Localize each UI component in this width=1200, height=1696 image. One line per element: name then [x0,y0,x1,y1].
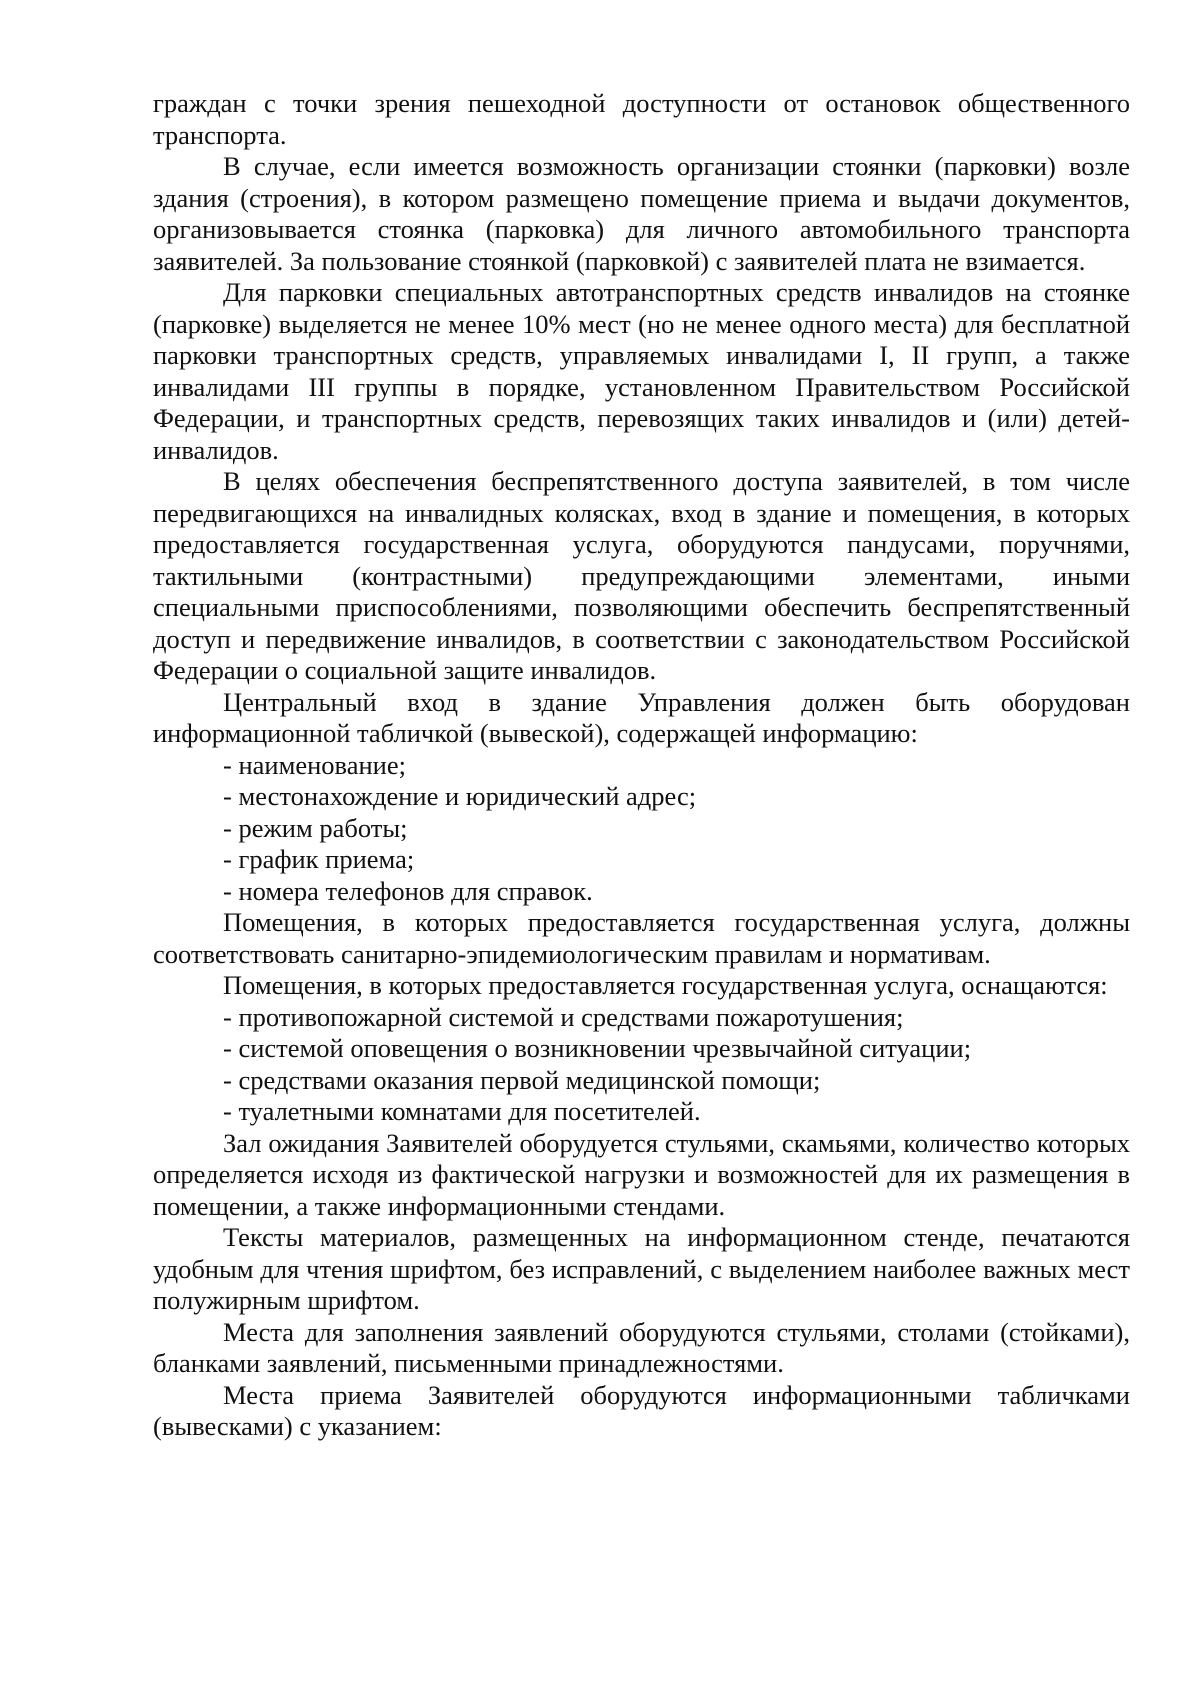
paragraph-parking: В случае, если имеется возможность организации стоянки (парковки) возле здания (строения), в котором размещено помещение приема и выдачи документов, организовывается стоянка (парковка) для личного автомобильного транспорта заявителей. За пользование стоянкой (парковкой) с заявителей плата не взимается. [153,151,1130,276]
list-item: - противопожарной системой и средствами пожаротушения; [223,1001,904,1032]
paragraph-reception-places: Места приема Заявителей оборудуются информационными табличками (вывесками) с указанием: [153,1379,1130,1441]
list-item: - график приема; [223,844,415,874]
list-item: - местонахождение и юридический адрес; [223,781,697,811]
list-item: - туалетными комнатами для посетителей. [223,1096,701,1126]
paragraph-accessibility: В целях обеспечения беспрепятственного доступа заявителей, в том числе передвигающихся на инвалидных колясках, вход в здание и помещения, в которых предоставляется государственная услуга, оборудуются пандусами, поручнями, тактильными (контрастными) предупреждающими элементами, иными специальными приспособлениями, позволяющими обеспечить беспрепятственный доступ и передвижение инвалидов, в соответствии с законодательством Российской Федерации о социальной защите инвалидов. [153,466,1130,685]
list-item: - режим работы; [223,812,408,843]
paragraph: граждан с точки зрения пешеходной доступности от остановок общественного транспорта. [153,88,1130,150]
paragraph-stand-texts: Тексты материалов, размещенных на информационном стенде, печатаются удобным для чтения шрифтом, без исправлений, с выделением наиболее важных мест полужирным шрифтом. [153,1222,1130,1315]
list-item: - номера телефонов для справок. [223,875,593,906]
list-item: - наименование; [223,749,406,780]
paragraph-waiting-hall: Зал ожидания Заявителей оборудуется стульями, скамьями, количество которых определяется исходя из фактической нагрузки и возможностей для их размещения в помещении, а также информационными стендами. [153,1127,1130,1221]
document-page [153,88,1130,1443]
list-item: - системой оповещения о возникновении чрезвычайной ситуации; [223,1033,972,1063]
paragraph-entrance-sign: Центральный вход в здание Управления должен быть оборудован информационной табличкой (вывеской), содержащей информацию: [153,686,1130,748]
paragraph-filling-places: Места для заполнения заявлений оборудуются стульями, столами (стойками), бланками заявлений, письменными принадлежностями. [153,1316,1130,1378]
paragraph-sanitary: Помещения, в которых предоставляется государственная услуга, должны соответствовать санитарно-эпидемиологическим правилам и нормативам. [153,907,1130,969]
list-item: - средствами оказания первой медицинской помощи; [223,1064,821,1095]
paragraph-equipment: Помещения, в которых предоставляется государственная услуга, оснащаются: [223,970,1108,1000]
paragraph-disabled-parking: Для парковки специальных автотранспортных средств инвалидов на стоянке (парковке) выделяется не менее 10% мест (но не менее одного места) для бесплатной парковки транспортных средств, управляемых инвалидами I, II групп, а также инвалидами III группы в порядке, установленном Правительством Российской Федерации, и транспортных средств, перевозящих таких инвалидов и (или) детей-инвалидов. [153,277,1130,465]
